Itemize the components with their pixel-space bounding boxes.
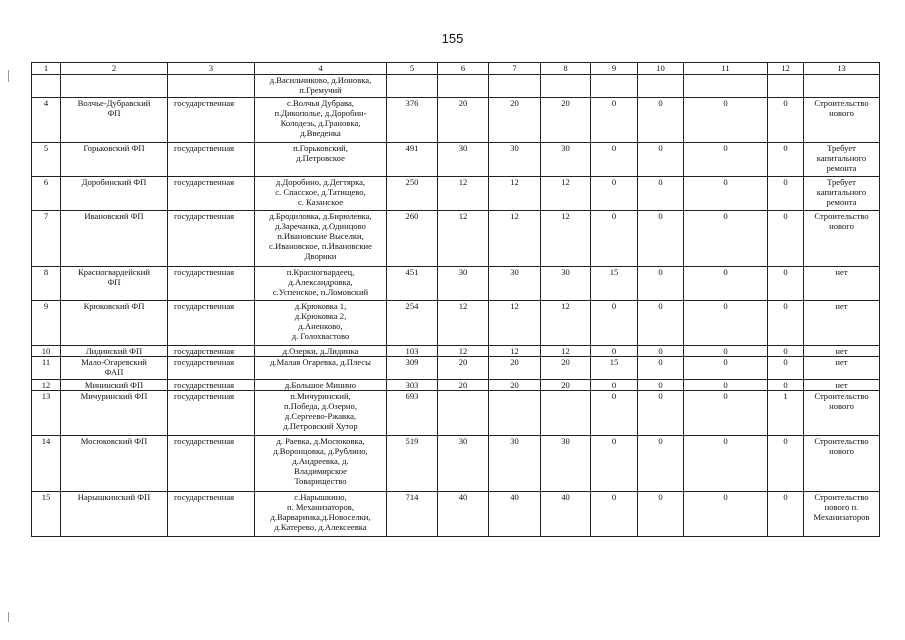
table-cell: 0 — [591, 177, 638, 211]
table-cell: 4 — [32, 98, 61, 143]
table-cell: нет — [804, 267, 880, 301]
table-row — [32, 391, 880, 436]
table-cell: 0 — [684, 391, 768, 436]
table-cell: 30 — [541, 436, 591, 492]
table-cell: нет — [804, 346, 880, 357]
table-cell: 0 — [591, 98, 638, 143]
table-cell: 0 — [768, 177, 804, 211]
table-cell: д. Раевка, д.Мосюковка, д.Воронцовка, д.Рублино, д.Андреевка, д. Владимирское Товарищество — [255, 436, 387, 492]
table-cell: 12 — [489, 177, 541, 211]
table-cell: 0 — [684, 346, 768, 357]
table-cell: 12 — [489, 346, 541, 357]
table-cell: 0 — [591, 211, 638, 267]
table-cell: 5 — [32, 143, 61, 177]
table-row — [32, 75, 880, 98]
table-cell — [638, 75, 684, 98]
table-cell: 30 — [438, 436, 489, 492]
table-cell: 20 — [489, 357, 541, 380]
table-cell: с.Нарышкино, п. Механизаторов, д.Варваринка,д.Новоселки, д.Катерево, д.Алексеевка — [255, 492, 387, 537]
table-row — [32, 436, 880, 492]
table-cell: 0 — [768, 301, 804, 346]
table-cell: 0 — [684, 211, 768, 267]
table-cell: 0 — [591, 380, 638, 391]
table-cell: 12 — [438, 346, 489, 357]
table-cell: Доробинский ФП — [61, 177, 168, 211]
table-row — [32, 492, 880, 537]
table-cell: 250 — [387, 177, 438, 211]
table-cell: 0 — [684, 357, 768, 380]
table-cell: 0 — [768, 380, 804, 391]
column-header: 6 — [438, 63, 489, 75]
table-cell: 20 — [438, 380, 489, 391]
table-cell: 12 — [489, 301, 541, 346]
table-row — [32, 380, 880, 391]
table-cell: 30 — [438, 143, 489, 177]
column-header: 7 — [489, 63, 541, 75]
column-header: 11 — [684, 63, 768, 75]
table-cell: Мало-Огаревский ФАП — [61, 357, 168, 380]
table-cell: 0 — [638, 380, 684, 391]
table-cell: государственная — [168, 436, 255, 492]
column-header: 10 — [638, 63, 684, 75]
table-cell: 303 — [387, 380, 438, 391]
table-cell: 254 — [387, 301, 438, 346]
table-cell: 0 — [591, 391, 638, 436]
table-cell: 15 — [591, 357, 638, 380]
table-cell: 0 — [638, 436, 684, 492]
table-cell: 15 — [32, 492, 61, 537]
column-header: 13 — [804, 63, 880, 75]
table-cell: 14 — [32, 436, 61, 492]
column-header: 12 — [768, 63, 804, 75]
table-cell — [61, 75, 168, 98]
column-header: 8 — [541, 63, 591, 75]
table-cell: Строительство нового — [804, 391, 880, 436]
table-cell: государственная — [168, 391, 255, 436]
table-cell: 0 — [684, 380, 768, 391]
table-cell: 0 — [638, 143, 684, 177]
table-cell: 0 — [591, 492, 638, 537]
column-header: 3 — [168, 63, 255, 75]
table-cell: д.Большое Минино — [255, 380, 387, 391]
table-cell: Волчье-Дубравский ФП — [61, 98, 168, 143]
table-cell: 20 — [438, 98, 489, 143]
column-header: 4 — [255, 63, 387, 75]
table-cell: государственная — [168, 143, 255, 177]
table-cell: 6 — [32, 177, 61, 211]
table-cell: 30 — [541, 143, 591, 177]
table-cell: государственная — [168, 346, 255, 357]
table-cell: 40 — [489, 492, 541, 537]
table-cell — [804, 75, 880, 98]
table-cell: нет — [804, 380, 880, 391]
table-cell: государственная — [168, 177, 255, 211]
table-cell: 12 — [541, 301, 591, 346]
table-cell: Крюковский ФП — [61, 301, 168, 346]
table-row — [32, 357, 880, 380]
table-cell: 1 — [768, 391, 804, 436]
table-cell: Ивановский ФП — [61, 211, 168, 267]
table-cell: Строительство нового п. Механизаторов — [804, 492, 880, 537]
table-cell: 12 — [541, 346, 591, 357]
table-cell — [489, 391, 541, 436]
table-cell: 714 — [387, 492, 438, 537]
table-cell: 30 — [489, 267, 541, 301]
table-cell: нет — [804, 357, 880, 380]
table-cell: 12 — [541, 177, 591, 211]
table-cell: 693 — [387, 391, 438, 436]
table-cell: 0 — [591, 346, 638, 357]
table-cell: 10 — [32, 346, 61, 357]
table-cell: п.Красногвардеец, д.Александровка, с.Успенское, п.Ломовский — [255, 267, 387, 301]
table-cell: 519 — [387, 436, 438, 492]
table-cell: д.Малая Огаревка, д.Плесы — [255, 357, 387, 380]
table-row — [32, 211, 880, 267]
table-cell: 0 — [768, 211, 804, 267]
table-cell: Мичуринский ФП — [61, 391, 168, 436]
table-cell: п.Мичуринский, п.Победа, д.Озерно, д.Сергеево-Ржавка, д.Петровский Хутор — [255, 391, 387, 436]
table-cell: 30 — [489, 436, 541, 492]
table-cell: государственная — [168, 301, 255, 346]
table-cell — [591, 75, 638, 98]
table-cell: 12 — [541, 211, 591, 267]
table-cell: государственная — [168, 492, 255, 537]
margin-mark-bottom — [8, 612, 9, 622]
table-cell: 451 — [387, 267, 438, 301]
table-cell: 0 — [638, 267, 684, 301]
table-cell: 12 — [438, 177, 489, 211]
table-cell: 20 — [541, 380, 591, 391]
table-row — [32, 98, 880, 143]
table-cell: 0 — [638, 357, 684, 380]
table-cell: 30 — [489, 143, 541, 177]
table-cell: Мининский ФП — [61, 380, 168, 391]
table-cell: 0 — [638, 391, 684, 436]
table-cell: с.Волчья Дубрава, п.Дикополье, д.Доробин- Колодезь, д.Грановка, д.Введенка — [255, 98, 387, 143]
facilities-table — [31, 62, 880, 537]
table-cell — [489, 75, 541, 98]
table-cell: 0 — [591, 143, 638, 177]
table-cell — [541, 75, 591, 98]
table-cell: Требует капитального ремонта — [804, 143, 880, 177]
table-cell: 0 — [768, 98, 804, 143]
table-cell: 13 — [32, 391, 61, 436]
table-cell — [168, 75, 255, 98]
table-cell: 0 — [638, 492, 684, 537]
table-cell: государственная — [168, 211, 255, 267]
table-cell — [387, 75, 438, 98]
table-cell — [684, 75, 768, 98]
table-cell — [438, 391, 489, 436]
table-cell: 0 — [684, 436, 768, 492]
table-cell: д.Бродиловка, д.Бирюлевка, д.Заречанка, д.Одинцово п.Ивановские Выселки, с.Ивановское, п.Ивановские Дворики — [255, 211, 387, 267]
column-header: 5 — [387, 63, 438, 75]
table-cell: 491 — [387, 143, 438, 177]
table-cell: государственная — [168, 357, 255, 380]
table-cell: 20 — [489, 98, 541, 143]
table-cell: 0 — [638, 301, 684, 346]
table-cell: 12 — [438, 211, 489, 267]
table-cell: Строительство нового — [804, 98, 880, 143]
table-cell: 0 — [684, 177, 768, 211]
table-cell: 7 — [32, 211, 61, 267]
table-cell: 20 — [541, 98, 591, 143]
table-cell: д.Озерки, д.Лидинка — [255, 346, 387, 357]
table-cell — [768, 75, 804, 98]
table-cell: 0 — [638, 346, 684, 357]
table-cell: 15 — [591, 267, 638, 301]
table-cell: государственная — [168, 267, 255, 301]
margin-mark-top — [8, 70, 9, 82]
table-cell: 0 — [591, 301, 638, 346]
table-cell: 0 — [638, 177, 684, 211]
table-cell: Мосюковский ФП — [61, 436, 168, 492]
table-cell: 0 — [684, 267, 768, 301]
table-cell: Требует капитального ремонта — [804, 177, 880, 211]
table-cell: 260 — [387, 211, 438, 267]
table-cell: Красногвардейский ФП — [61, 267, 168, 301]
table-cell: 12 — [438, 301, 489, 346]
table-cell: Строительство нового — [804, 436, 880, 492]
table-cell: д.Васильчиково, д.Ионовка, п.Гремучий — [255, 75, 387, 98]
table-cell: 0 — [768, 357, 804, 380]
table-cell: 0 — [768, 436, 804, 492]
table-cell: 12 — [489, 211, 541, 267]
table-cell: 0 — [684, 492, 768, 537]
table-row — [32, 267, 880, 301]
table-cell: 0 — [591, 436, 638, 492]
table-cell: 0 — [684, 301, 768, 346]
table-cell: д.Крюковка 1, д.Крюковка 2, д.Аненково, д. Голохвастово — [255, 301, 387, 346]
table-row — [32, 346, 880, 357]
table-cell: 0 — [684, 98, 768, 143]
table-cell: 103 — [387, 346, 438, 357]
page-number: 155 — [441, 31, 464, 46]
table-row — [32, 177, 880, 211]
table-cell: государственная — [168, 380, 255, 391]
table-cell: д.Доробино, д.Дегтярка, с. Спасское, д.Татищево, с. Казанское — [255, 177, 387, 211]
table-cell: Нарышкинский ФП — [61, 492, 168, 537]
table-cell: 0 — [768, 267, 804, 301]
table-cell: 40 — [438, 492, 489, 537]
table-cell: государственная — [168, 98, 255, 143]
table-cell: 20 — [438, 357, 489, 380]
table-cell: 30 — [541, 267, 591, 301]
table-cell: 0 — [768, 346, 804, 357]
table-cell: 0 — [768, 143, 804, 177]
table-cell: 0 — [638, 211, 684, 267]
column-header: 9 — [591, 63, 638, 75]
table-cell: 12 — [32, 380, 61, 391]
table-cell: Лидинский ФП — [61, 346, 168, 357]
table-cell — [32, 75, 61, 98]
table-cell: п.Горьковский, д.Петровское — [255, 143, 387, 177]
table-cell: 20 — [541, 357, 591, 380]
table-row — [32, 143, 880, 177]
table-cell: 8 — [32, 267, 61, 301]
table-cell: 0 — [638, 98, 684, 143]
table-cell: 309 — [387, 357, 438, 380]
table-cell — [541, 391, 591, 436]
table-cell: Строительство нового — [804, 211, 880, 267]
table-cell: 376 — [387, 98, 438, 143]
table-cell: 11 — [32, 357, 61, 380]
column-header: 2 — [61, 63, 168, 75]
table-header-row — [32, 63, 880, 75]
table-cell: 20 — [489, 380, 541, 391]
table-cell: 30 — [438, 267, 489, 301]
table-cell: нет — [804, 301, 880, 346]
table-cell: 9 — [32, 301, 61, 346]
table-cell — [438, 75, 489, 98]
table-row — [32, 301, 880, 346]
table-cell: 40 — [541, 492, 591, 537]
table-cell: 0 — [768, 492, 804, 537]
column-header: 1 — [32, 63, 61, 75]
table-cell: Горьковский ФП — [61, 143, 168, 177]
table-cell: 0 — [684, 143, 768, 177]
